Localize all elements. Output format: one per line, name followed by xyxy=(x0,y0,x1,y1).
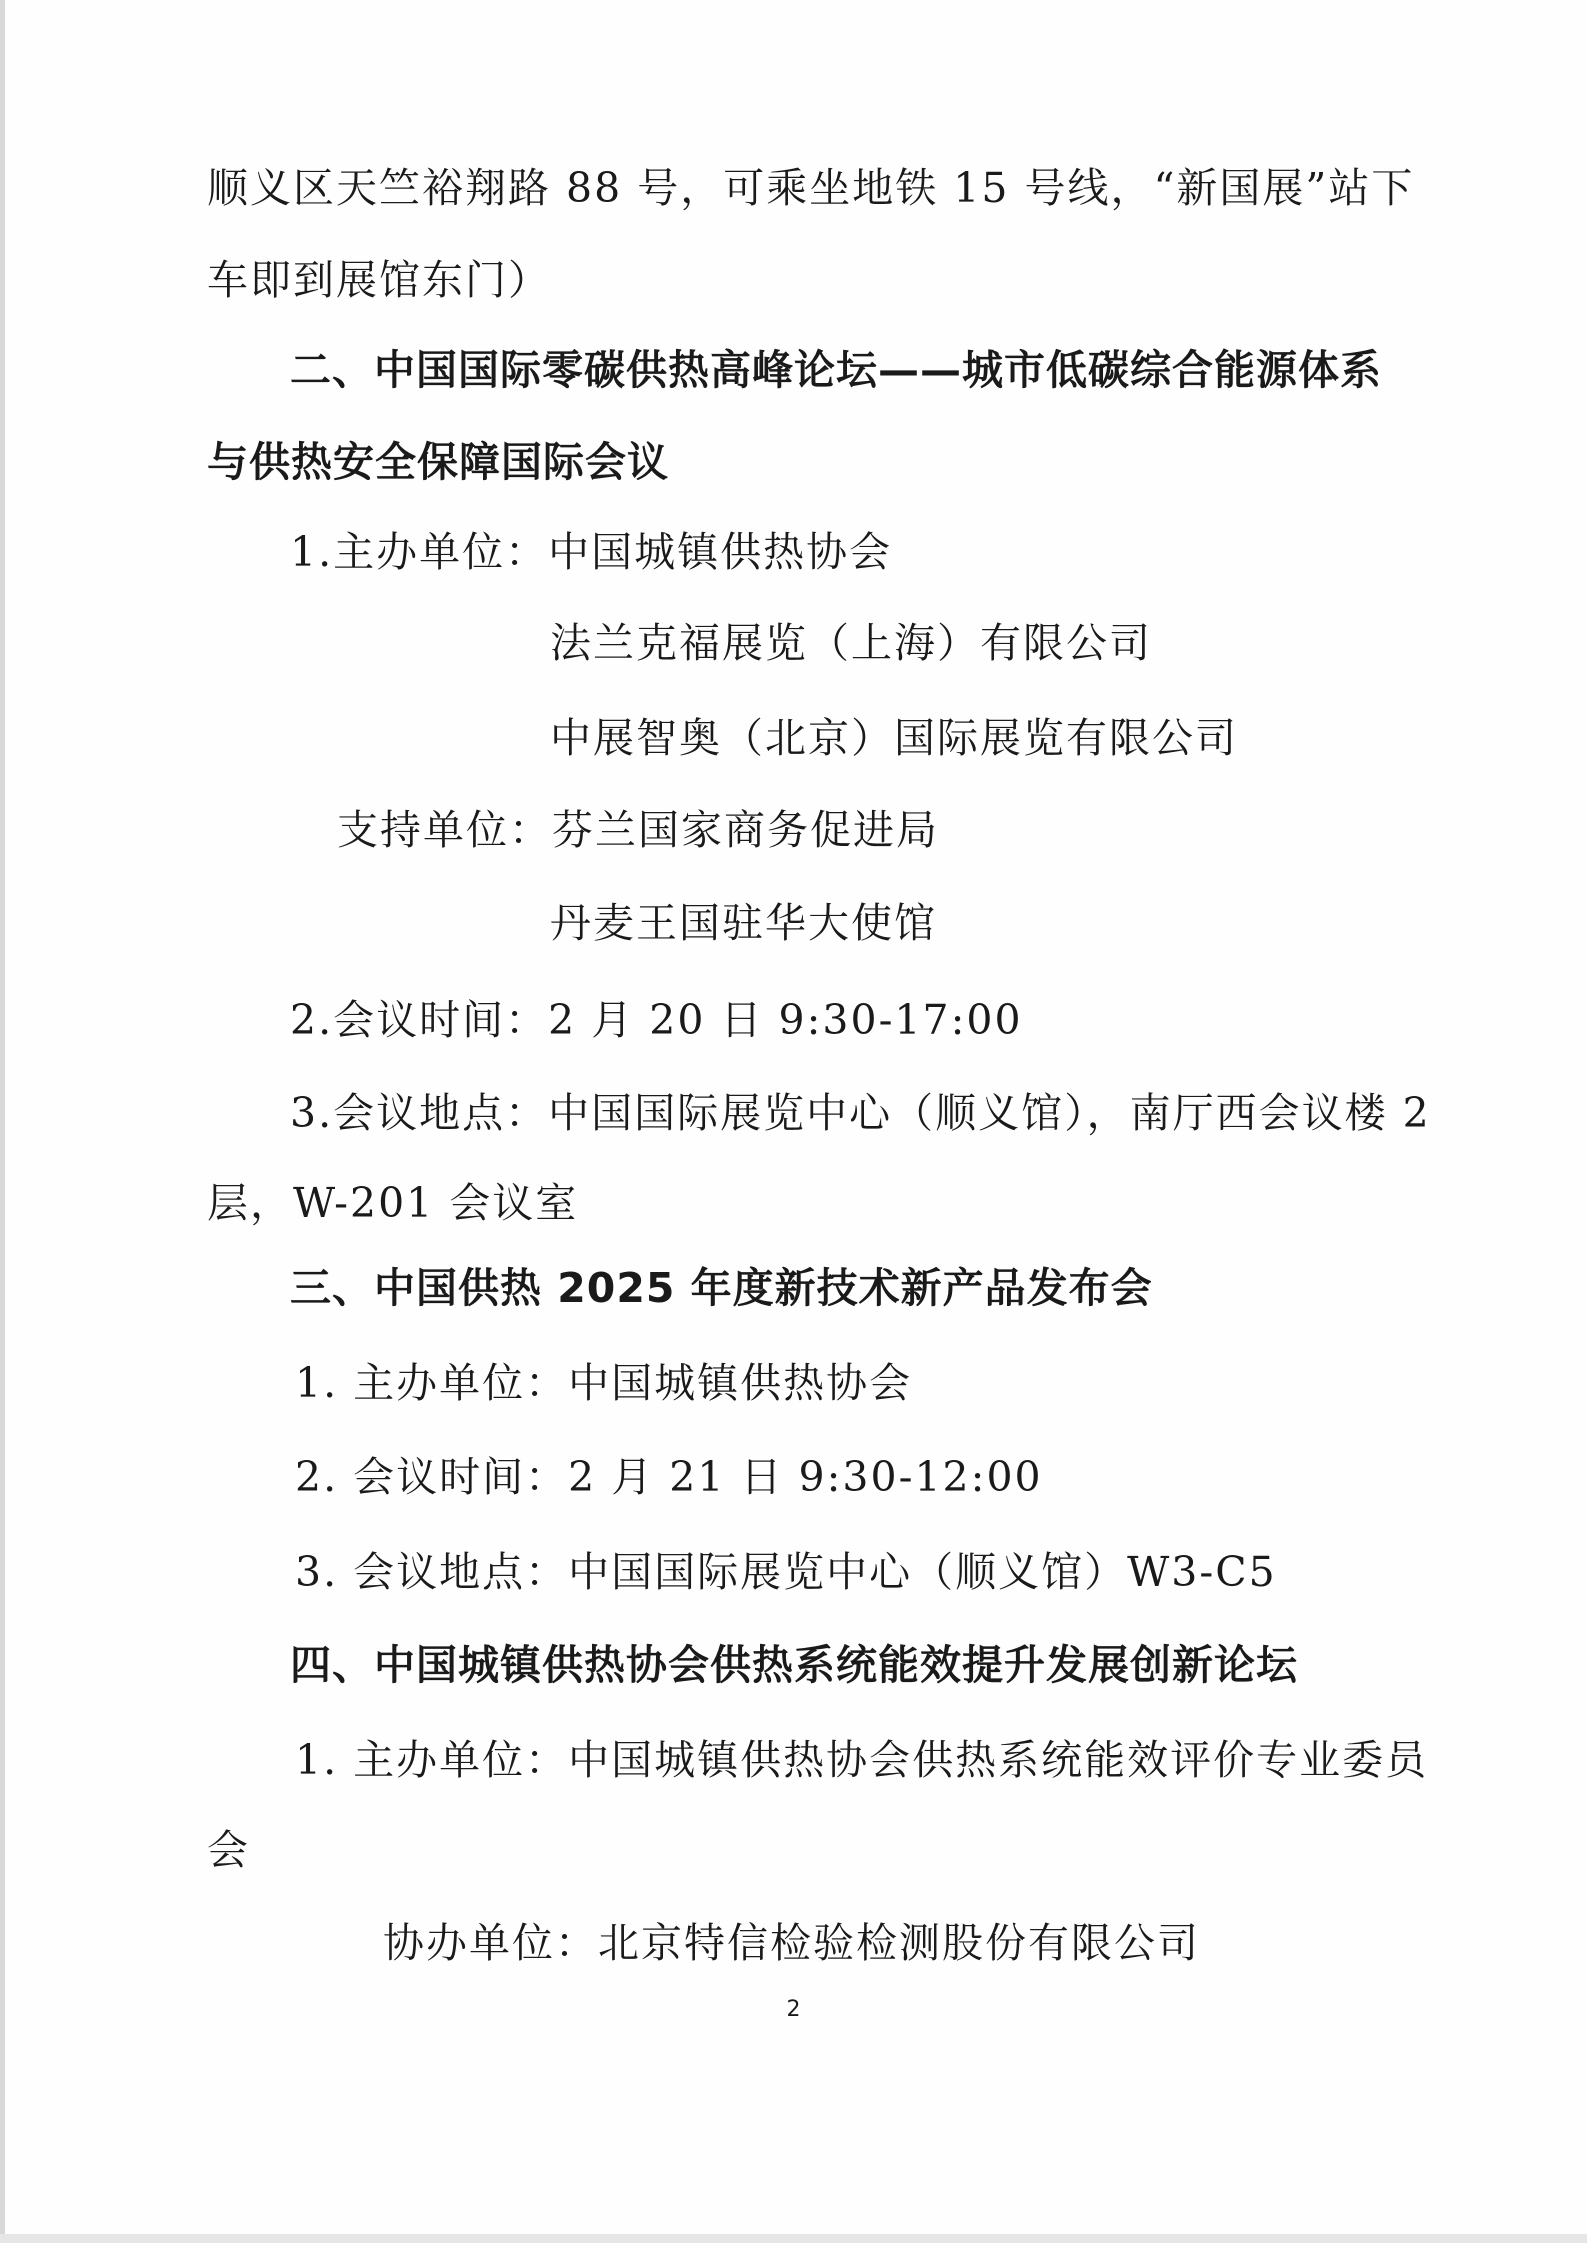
section-4-heading: 四、中国城镇供热协会供热系统能效提升发展创新论坛 xyxy=(290,1641,1298,1689)
section-2-supporter-2: 丹麦王国驻华大使馆 xyxy=(550,899,937,947)
intro-line-2: 车即到展馆东门） xyxy=(207,256,551,304)
section-2-location-line-1: 3.会议地点：中国国际展览中心（顺义馆），南厅西会议楼 2 xyxy=(290,1089,1431,1137)
section-2-organizer-1: 1.主办单位：中国城镇供热协会 xyxy=(290,528,893,576)
scan-edge-left xyxy=(0,0,5,2243)
section-4-organizer-line-1: 1. 主办单位：中国城镇供热协会供热系统能效评价专业委员 xyxy=(295,1736,1429,1784)
section-4-organizer-line-2: 会 xyxy=(207,1826,250,1874)
section-3-heading: 三、中国供热 2025 年度新技术新产品发布会 xyxy=(290,1264,1153,1312)
section-2-organizer-2: 法兰克福展览（上海）有限公司 xyxy=(550,619,1152,667)
section-3-organizer: 1. 主办单位：中国城镇供热协会 xyxy=(295,1359,913,1407)
section-4-co-organizer: 协办单位：北京特信检验检测股份有限公司 xyxy=(383,1919,1200,1967)
section-2-heading-line-2: 与供热安全保障国际会议 xyxy=(207,438,669,486)
section-2-organizer-3: 中展智奥（北京）国际展览有限公司 xyxy=(550,714,1238,762)
section-2-location-line-2: 层，W-201 会议室 xyxy=(207,1179,579,1227)
section-3-location: 3. 会议地点：中国国际展览中心（顺义馆）W3-C5 xyxy=(295,1548,1277,1596)
section-2-supporter-1: 支持单位：芬兰国家商务促进局 xyxy=(337,806,939,854)
page-number: 2 xyxy=(786,1997,801,2022)
scan-edge-bottom xyxy=(0,2234,1587,2243)
section-2-time: 2.会议时间：2 月 20 日 9:30-17:00 xyxy=(290,996,1023,1044)
intro-line-1: 顺义区天竺裕翔路 88 号，可乘坐地铁 15 号线，“新国展”站下 xyxy=(207,164,1415,212)
section-3-time: 2. 会议时间：2 月 21 日 9:30-12:00 xyxy=(295,1453,1043,1501)
section-2-heading-line-1: 二、中国国际零碳供热高峰论坛——城市低碳综合能源体系 xyxy=(290,346,1382,394)
